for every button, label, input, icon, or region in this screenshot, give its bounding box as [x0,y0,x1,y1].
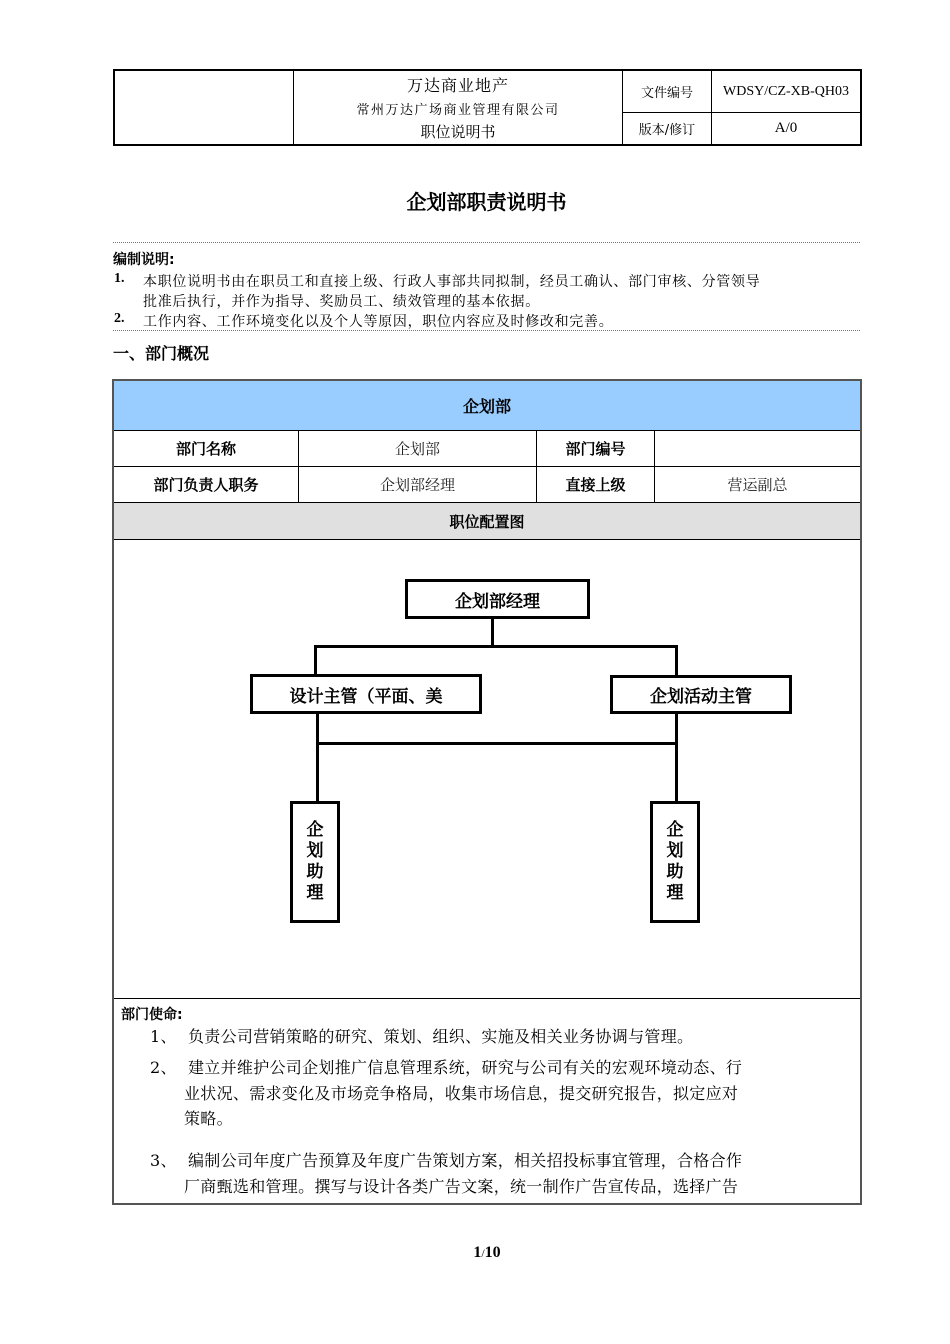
dept-name-value: 企划部 [299,431,537,467]
mission-item-1 [150,1024,693,1050]
org-chart-label: 职位配置图 [114,503,860,540]
version-label: 版本/修订 [638,123,696,138]
divider-bottom [113,330,860,331]
mission-item-2-line-1: 建立并维护公司企划推广信息管理系统，研究与公司有关的宏观环境动态、行 [188,1058,743,1077]
note-2-num: 2. [114,311,125,326]
divider-top [113,242,860,243]
mission-heading: 部门使命: [121,1007,183,1023]
logo-cell [115,71,293,144]
page-current: 1 [473,1244,482,1261]
page-total: 10 [484,1244,501,1261]
org-box-design-supervisor: 设计主管（平面、美 [250,674,482,714]
mission-item-1-line-1: 负责公司营销策略的研究、策划、组织、实施及相关业务协调与管理。 [188,1027,694,1046]
page-title: 企划部职责说明书 [406,190,567,214]
note-1-line2: 批准后执行，并作为指导、奖励员工、绩效管理的基本依据。 [143,294,540,310]
notes-heading: 编制说明: [113,252,175,268]
mission-item-3-line-1: 编制公司年度广告预算及年度广告策划方案，相关招投标事宜管理，合格合作 [188,1151,743,1170]
dept-leader-value: 企划部经理 [299,467,537,503]
doc-type: 职位说明书 [420,123,496,141]
company-name: 万达商业地产 [406,76,509,95]
org-connector [675,714,678,802]
org-box-assistant-right [650,801,700,923]
org-connector [314,645,317,676]
file-no-label: 文件编号 [640,86,693,101]
note-1-line1: 本职位说明书由在职员工和直接上级、行政人事部共同拟制，经员工确认、部门审核、分管领导 [143,274,761,290]
mission-item-2-line-3: 策略。 [184,1109,233,1128]
section-heading-dept-overview: 一、部门概况 [113,344,210,363]
org-box-event-supervisor: 企划活动主管 [610,675,792,714]
org-box-assistant-left-text: 企划助理 [306,820,324,903]
dept-table-header: 企划部 [114,381,860,431]
dept-leader-label: 部门负责人职务 [114,467,299,503]
subsidiary-name: 常州万达广场商业管理有限公司 [356,103,560,118]
note-1-num: 1. [114,271,125,286]
superior-label: 直接上级 [537,467,655,503]
file-no-value: WDSY/CZ-XB-QH03 [723,83,849,99]
mission-item-3 [150,1148,742,1199]
page-sep: / [481,1246,485,1260]
mission-item-1-num: 1、 [150,1027,177,1046]
mission-item-3-line-2: 厂商甄选和管理。撰写与设计各类广告文案，统一制作广告宣传品，选择广告 [184,1176,739,1196]
dept-name-label: 部门名称 [114,431,299,467]
org-connector [491,619,494,647]
mission-item-3-num: 3、 [150,1151,177,1170]
org-box-manager: 企划部经理 [405,579,590,619]
superior-value: 营运副总 [655,467,860,503]
mission-item-2-line-2: 业状况、需求变化及市场竞争格局，收集市场信息，提交研究报告，拟定应对 [184,1083,739,1103]
header-table [113,69,862,146]
page-number [0,1244,950,1262]
dept-code-label: 部门编号 [537,431,655,467]
org-connector [314,645,678,648]
org-connector [675,645,678,677]
org-box-assistant-right-text: 企划助理 [666,820,684,903]
org-connector [316,742,678,745]
mission-item-2 [150,1055,742,1132]
org-box-assistant-left [290,801,340,923]
mission-item-2-num: 2、 [150,1058,177,1077]
version-value: A/0 [774,120,798,136]
org-chart-bottom-border [114,998,860,999]
org-connector [316,714,319,802]
note-2-line1: 工作内容、工作环境变化以及个人等原因，职位内容应及时修改和完善。 [143,314,614,330]
dept-code-value [655,431,860,467]
